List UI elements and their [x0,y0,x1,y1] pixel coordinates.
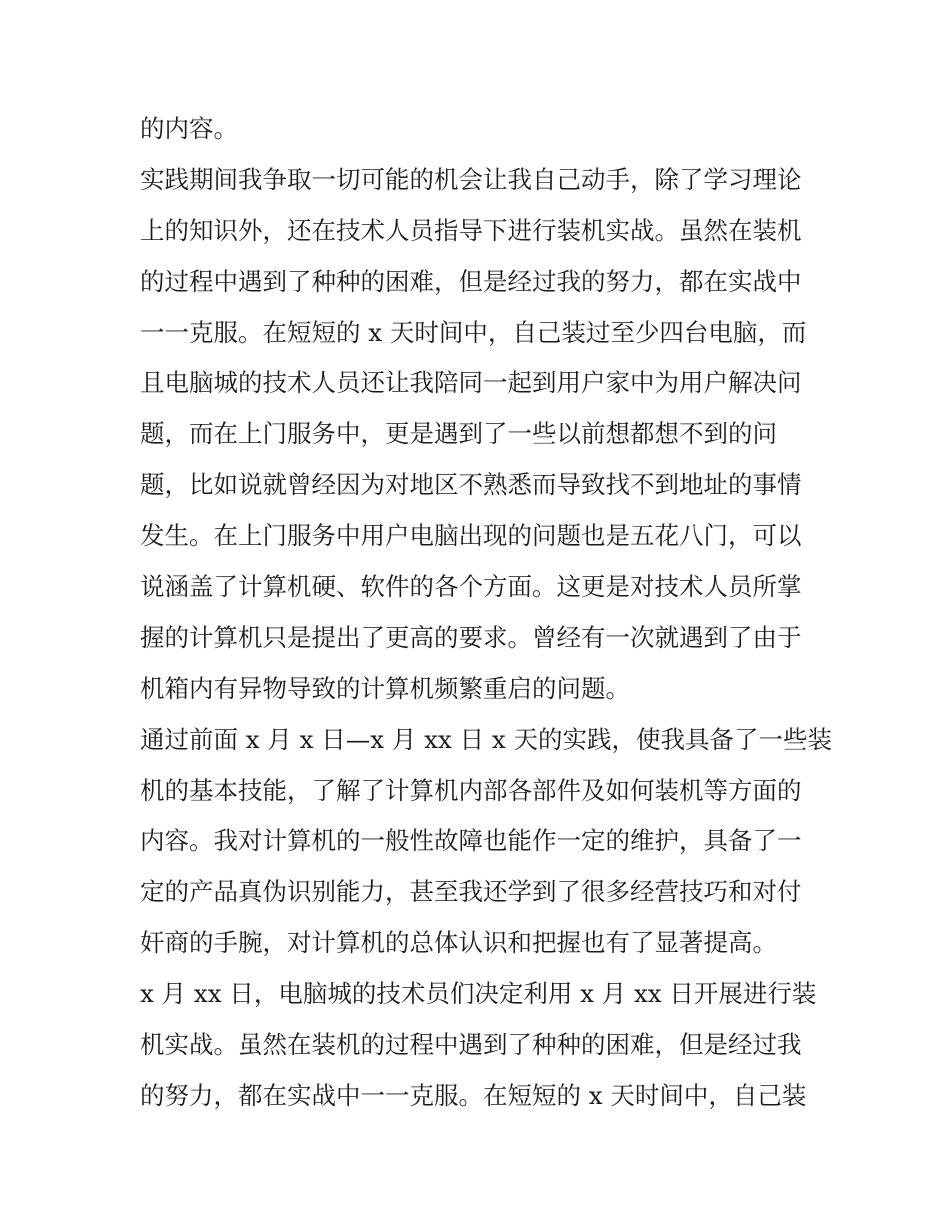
text-line: 定的产品真伪识别能力，甚至我还学到了很多经营技巧和对付 [140,877,802,907]
text-line: 且电脑城的技术人员还让我陪同一起到用户家中为用户解决问 [140,368,802,398]
text-line: 的内容。 [140,114,238,143]
text-line: 说涵盖了计算机硬、软件的各个方面。这更是对技术人员所掌 [140,572,802,602]
text-line: x 月 xx 日，电脑城的技术员们决定利用 x 月 xx 日开展进行装 [140,979,817,1009]
text-line: 一一克服。在短短的 x 天时间中，自己装过至少四台电脑，而 [140,317,807,347]
text-line: 实践期间我争取一切可能的机会让我自己动手，除了学习理论 [140,164,802,194]
text-line: 机的基本技能，了解了计算机内部各部件及如何装机等方面的 [140,775,802,805]
text-line: 机箱内有异物导致的计算机频繁重启的问题。 [140,673,630,703]
text-line: 上的知识外，还在技术人员指导下进行装机实战。虽然在装机 [140,215,802,245]
text-line: 奸商的手腕，对计算机的总体认识和把握也有了显著提高。 [140,928,777,958]
text-line: 机实战。虽然在装机的过程中遇到了种种的困难，但是经过我 [140,1030,802,1060]
text-line: 通过前面 x 月 x 日—x 月 xx 日 x 天的实践，使我具备了一些装 [140,724,832,754]
text-line: 握的计算机只是提出了更高的要求。曾经有一次就遇到了由于 [140,622,802,652]
text-line: 的过程中遇到了种种的困难，但是经过我的努力，都在实战中 [140,266,802,296]
body-text [140,104,832,1122]
text-line: 题，而在上门服务中，更是遇到了一些以前想都想不到的问 [140,419,777,449]
text-line: 题，比如说就曾经因为对地区不熟悉而导致找不到地址的事情 [140,470,802,500]
text-line: 发生。在上门服务中用户电脑出现的问题也是五花八门，可以 [140,521,802,551]
text-line: 的努力，都在实战中一一克服。在短短的 x 天时间中，自己装 [140,1080,807,1110]
text-line: 内容。我对计算机的一般性故障也能作一定的维护，具备了一 [140,826,802,856]
